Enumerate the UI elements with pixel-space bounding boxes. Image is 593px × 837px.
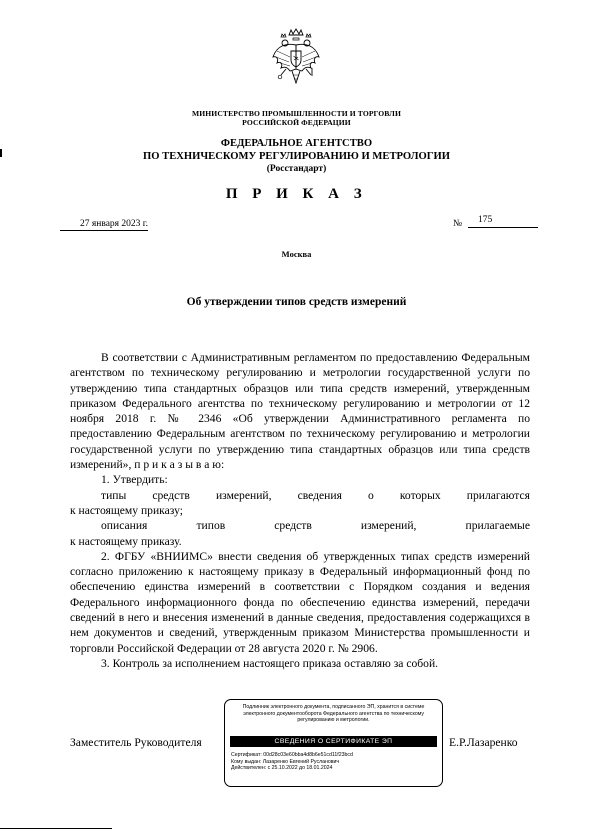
coat-of-arms-icon <box>271 27 321 89</box>
item-1b-end: к настоящему приказу. <box>70 534 182 548</box>
order-date: 27 января 2023 г. <box>60 219 148 231</box>
agency-line-1: ФЕДЕРАЛЬНОЕ АГЕНТСТВО <box>220 138 373 149</box>
stamp-certificate: Сертификат: 00d28c03e60bba4d8b6e51cd11f23bcd <box>231 752 353 758</box>
item-1b-start: описания типов средств измерений, прилагаемые <box>101 519 530 533</box>
footer-rule <box>0 828 112 829</box>
item-1: 1. Утвердить: <box>101 473 168 487</box>
ministry-line-2: РОССИЙСКОЙ ФЕДЕРАЦИИ <box>242 118 351 127</box>
stamp-details <box>231 752 438 772</box>
agency-line-2: ПО ТЕХНИЧЕСКОМУ РЕГУЛИРОВАНИЮ И МЕТРОЛОГИИ <box>143 150 450 162</box>
signatory-name: Е.Р.Лазаренко <box>449 736 518 749</box>
item-1a-end: к настоящему приказу; <box>70 503 183 517</box>
item-3: 3. Контроль за исполнением настоящего приказа оставляю за собой. <box>101 656 439 670</box>
document-type: П Р И К А З <box>225 186 368 202</box>
signatory-position: Заместитель Руководителя <box>70 736 202 749</box>
order-number: 175 <box>468 215 538 228</box>
city: Москва <box>281 249 312 259</box>
stamp-owner: Кому выдан: Лазаренко Евгений Русланович <box>231 758 340 765</box>
intro-paragraph: В соответствии с Административным регламентом по предоставлению Федеральным агентством по техническому регулированию и метрологии государственной услуги по утверждению типа стандартных образцов или типа средств измерений, утвержденным приказом Федерального агентства по техническому регулированию и метрологии от 12 ноября 2018 г. № 2346 «Об утверждении Административного регламента по предоставлению Федеральным агентством по техническому регулированию и метрологии государственной услуги по утверждению типа стандартных образцов или типа средств измерений», п р и к а з ы в а ю: <box>70 351 530 472</box>
stamp-notice: Подлинник электронного документа, подписанного ЭП, хранится в системе электронного документооборота Федерального агентства по техническому регулированию и метрологии. <box>242 704 425 724</box>
item-1a-start: типы средств измерений, сведения о которых прилагаются <box>101 488 530 502</box>
e-signature-stamp <box>224 699 443 787</box>
stamp-title: СВЕДЕНИЯ О СЕРТИФИКАТЕ ЭП <box>230 736 437 747</box>
ministry-line-1: МИНИСТЕРСТВО ПРОМЫШЛЕННОСТИ И ТОРГОВЛИ <box>192 109 401 118</box>
agency-name <box>0 138 593 176</box>
item-2: 2. ФГБУ «ВНИИМС» внести сведения об утвержденных типах средств измерений согласно приложению к настоящему приказу в Федеральный информационный фонд по обеспечению единства измерений в соответствии с Порядком создания и ведения Федерального информационного фонда по обеспечению единства измерений, передачи сведений в него и внесения изменений в данные сведения, предоставления содержащихся в нем документов и сведений, утвержденным приказом Министерства промышленности и торговли Российской Федерации от 28 августа 2020 г. № 2906. <box>70 549 530 655</box>
agency-short-name: (Росстандарт) <box>266 164 327 174</box>
number-sign: № <box>453 219 463 229</box>
order-title: Об утверждении типов средств измерений <box>186 296 407 308</box>
order-body <box>70 350 530 671</box>
stamp-validity: Действителен: с 25.10.2022 до 18.01.2024 <box>231 765 333 772</box>
ministry-name <box>0 109 593 127</box>
